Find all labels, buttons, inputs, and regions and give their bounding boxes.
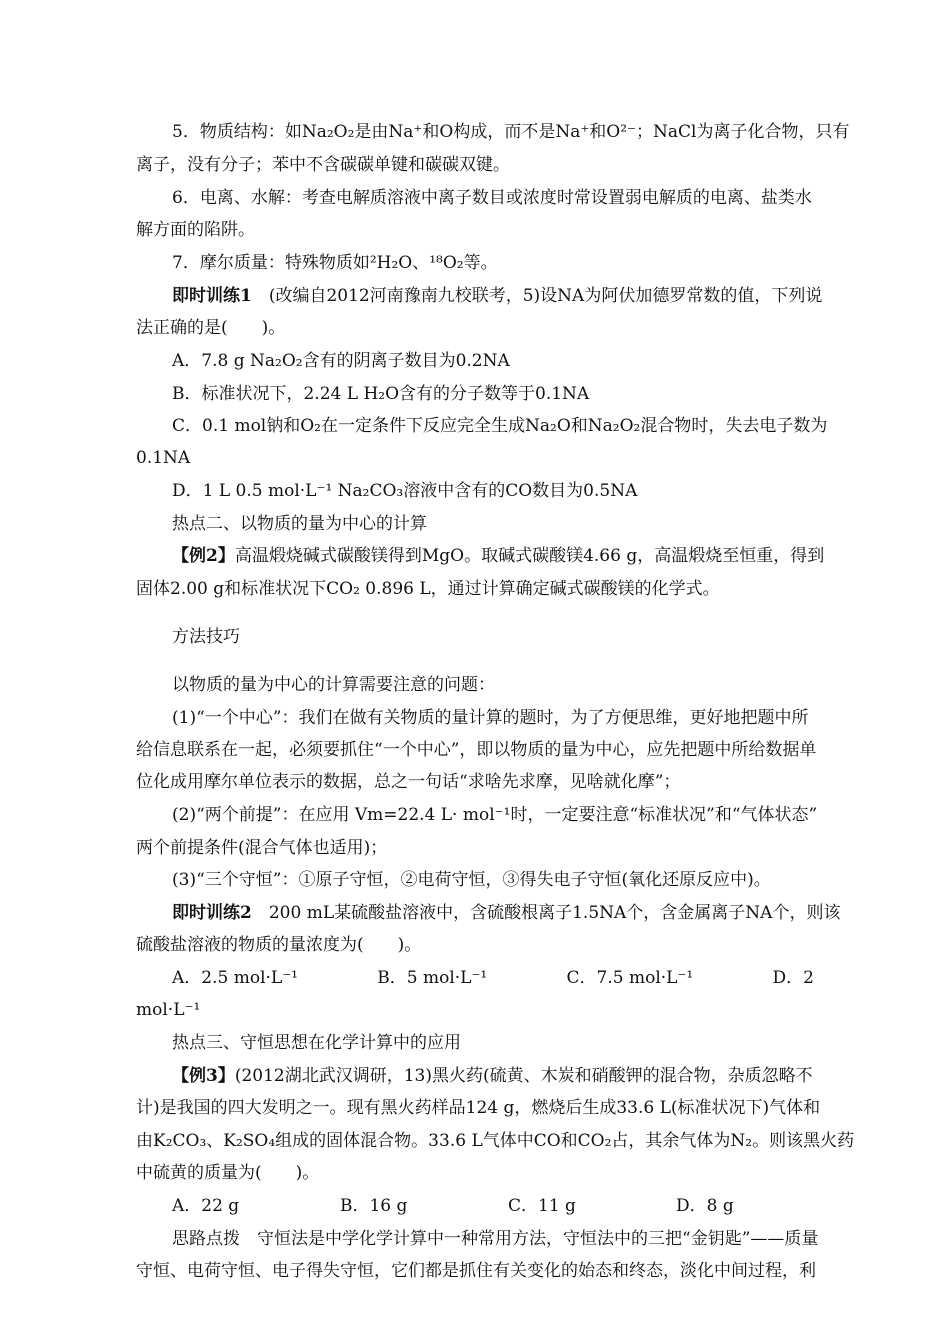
exercise-label: 即时训练1	[172, 286, 252, 306]
options-row	[172, 1194, 734, 1218]
text-line: 法正确的是( )。	[136, 318, 286, 338]
option-a: A．7.8 g Na₂O₂含有的阴离子数目为0.2NA	[172, 351, 510, 371]
text-line: 解方面的陷阱。	[136, 220, 255, 240]
option-c: C．0.1 mol钠和O₂在一定条件下反应完全生成Na₂O和Na₂O₂混合物时，失去电子数为	[172, 416, 828, 436]
text-line	[172, 901, 840, 925]
text-line: (1)“一个中心”：我们在做有关物质的量计算的题时，为了方便思维，更好地把题中所	[172, 708, 809, 728]
text-line: 6．电离、水解：考查电解质溶液中离子数目或浓度时常设置弱电解质的电离、盐类水	[172, 188, 812, 208]
example-label: 【例3】	[172, 1066, 235, 1086]
text-line: 计)是我国的四大发明之一。现有黑火药样品124 g，燃烧后生成33.6 L(标准状况下)气体和	[136, 1098, 821, 1118]
text-line: 思路点拨 守恒法是中学化学计算中一种常用方法，守恒法中的三把“金钥匙”——质量	[172, 1229, 819, 1249]
text-line: (2)“两个前提”：在应用 Vm=22.4 L· mol⁻¹时，一定要注意“标准状况”和“气体状态”	[172, 805, 818, 825]
text-line: 5．物质结构：如Na₂O₂是由Na⁺和O构成，而不是Na⁺和O²⁻；NaCl为离子化合物，只有	[172, 122, 850, 142]
text-line: 离子，没有分子；苯中不含碳碳单键和碳碳双键。	[136, 155, 510, 175]
text-line	[172, 544, 824, 568]
text-line: 0.1NA	[136, 448, 191, 468]
exercise-label: 即时训练2	[172, 903, 252, 923]
text-line: 7．摩尔质量：特殊物质如²H₂O、¹⁸O₂等。	[172, 253, 498, 273]
option-a: A．22 g	[172, 1196, 240, 1216]
option-b: B．标准状况下，2.24 L H₂O含有的分子数等于0.1NA	[172, 384, 590, 404]
text-line: 守恒、电荷守恒、电子得失守恒，它们都是抓住有关变化的始态和终态，淡化中间过程，利	[136, 1261, 816, 1281]
text-line: (3)“三个守恒”：①原子守恒，②电荷守恒，③得失电子守恒(氧化还原反应中)。	[172, 870, 771, 890]
option-a: A．2.5 mol·L⁻¹	[172, 968, 298, 988]
text-line: 中硫黄的质量为( )。	[136, 1163, 320, 1183]
exercise-text: (改编自2012河南豫南九校联考，5)设NA为阿伏加德罗常数的值，下列说	[251, 286, 823, 306]
example-label: 【例2】	[172, 546, 235, 566]
text-line: 位化成用摩尔单位表示的数据，总之一句话“求啥先求摩，见啥就化摩”；	[136, 772, 681, 792]
section-heading: 热点二、以物质的量为中心的计算	[172, 514, 427, 534]
section-heading: 方法技巧	[172, 627, 240, 647]
text-line: mol·L⁻¹	[136, 1000, 201, 1020]
text-line: 固体2.00 g和标准状况下CO₂ 0.896 L，通过计算确定碱式碳酸镁的化学式。	[136, 579, 720, 599]
section-heading: 热点三、守恒思想在化学计算中的应用	[172, 1033, 461, 1053]
options-row	[172, 966, 814, 990]
text-line: 硫酸盐溶液的物质的量浓度为( )。	[136, 935, 422, 955]
text-line	[172, 1064, 813, 1088]
example-text: 高温煅烧碱式碳酸镁得到MgO。取碱式碳酸镁4.66 g，高温煅烧至恒重，得到	[234, 546, 825, 566]
text-line: 两个前提条件(混合气体也适用)；	[136, 838, 388, 858]
text-line: 由K₂CO₃、K₂SO₄组成的固体混合物。33.6 L气体中CO和CO₂占，其余气体为N₂。则该黑火药	[136, 1131, 855, 1151]
option-d: D．8 g	[676, 1196, 734, 1216]
text-line: 以物质的量为中心的计算需要注意的问题：	[172, 675, 495, 695]
option-c: C．11 g	[508, 1196, 576, 1216]
option-d: D．1 L 0.5 mol·L⁻¹ Na₂CO₃溶液中含有的CO数目为0.5NA	[172, 481, 638, 501]
text-line	[172, 284, 822, 308]
option-c: C．7.5 mol·L⁻¹	[566, 968, 694, 988]
exercise-text: 200 mL某硫酸盐溶液中，含硫酸根离子1.5NA个，含金属离子NA个，则该	[251, 903, 841, 923]
option-b: B．5 mol·L⁻¹	[377, 968, 488, 988]
option-d: D．2	[772, 968, 814, 988]
example-text: (2012湖北武汉调研，13)黑火药(硫黄、木炭和硝酸钾的混合物，杂质忽略不	[234, 1066, 813, 1086]
option-b: B．16 g	[340, 1196, 408, 1216]
text-line: 给信息联系在一起，必须要抓住“一个中心”，即以物质的量为中心，应先把题中所给数据单	[136, 740, 817, 760]
